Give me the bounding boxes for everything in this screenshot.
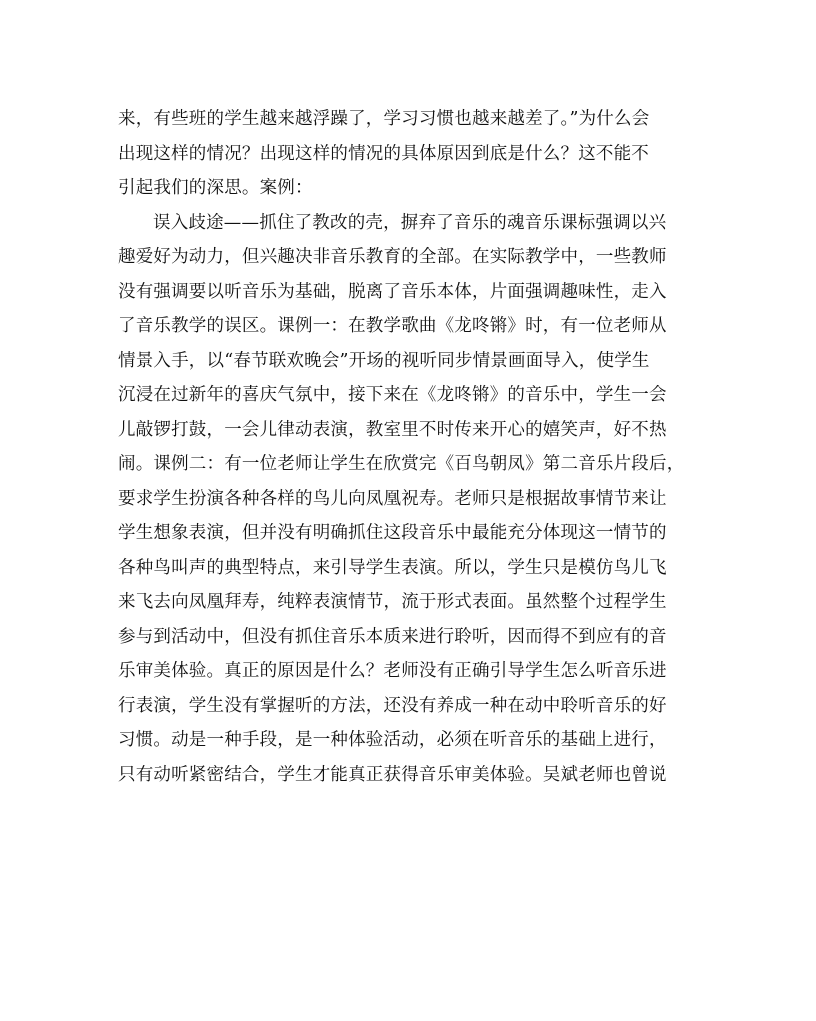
text-line: 来，有些班的学生越来越浮躁了，学习习惯也越来越差了。”为什么会 xyxy=(118,109,650,129)
text-line: 情景入手，以“春节联欢晚会”开场的视听同步情景画面导入，使学生 xyxy=(118,350,650,371)
text-line: 行表演，学生没有掌握听的方法，还没有养成一种在动中聆听音乐的好 xyxy=(118,695,667,716)
text-line: 儿敲锣打鼓，一会儿律动表演，教室里不时传来开心的嬉笑声，好不热 xyxy=(118,419,667,440)
text-line: 趣爱好为动力，但兴趣决非音乐教育的全部。在实际教学中，一些教师 xyxy=(118,247,667,267)
text-line: 要求学生扮演各种各样的鸟儿向凤凰祝寿。老师只是根据故事情节来让 xyxy=(118,488,667,509)
text-line: 引起我们的深思。案例： xyxy=(118,178,313,198)
text-line: 出现这样的情况？出现这样的情况的具体原因到底是什么？这不能不 xyxy=(118,143,649,164)
text-line: 沉浸在过新年的喜庆气氛中，接下来在《龙咚锵》的音乐中，学生一会 xyxy=(118,385,667,405)
text-line: 了音乐教学的误区。课例一：在教学歌曲《龙咚锵》时，有一位老师从 xyxy=(118,316,667,336)
text-line: 来飞去向凤凰拜寿，纯粹表演情节，流于形式表面。虽然整个过程学生 xyxy=(118,592,667,612)
text-line: 没有强调要以听音乐为基础，脱离了音乐本体，片面强调趣味性，走入 xyxy=(118,281,667,302)
paragraph-first-line: 误入歧途——抓住了教改的壳，摒弃了音乐的魂音乐课标强调以兴 xyxy=(153,212,667,233)
text-line: 乐审美体验。真正的原因是什么？老师没有正确引导学生怎么听音乐进 xyxy=(118,661,667,681)
text-line: 参与到活动中，但没有抓住音乐本质来进行聆听，因而得不到应有的音 xyxy=(118,626,667,647)
body-text xyxy=(118,102,698,792)
text-line: 习惯。动是一种手段，是一种体验活动，必须在听音乐的基础上进行， xyxy=(118,730,667,750)
text-line: 只有动听紧密结合，学生才能真正获得音乐审美体验。吴斌老师也曾说 xyxy=(118,764,667,785)
text-line: 学生想象表演，但并没有明确抓住这段音乐中最能充分体现这一情节的 xyxy=(118,523,667,543)
text-line: 各种鸟叫声的典型特点，来引导学生表演。所以，学生只是模仿鸟儿飞 xyxy=(118,557,667,578)
text-line: 闹。课例二：有一位老师让学生在欣赏完《百鸟朝凤》第二音乐片段后， xyxy=(118,454,685,474)
